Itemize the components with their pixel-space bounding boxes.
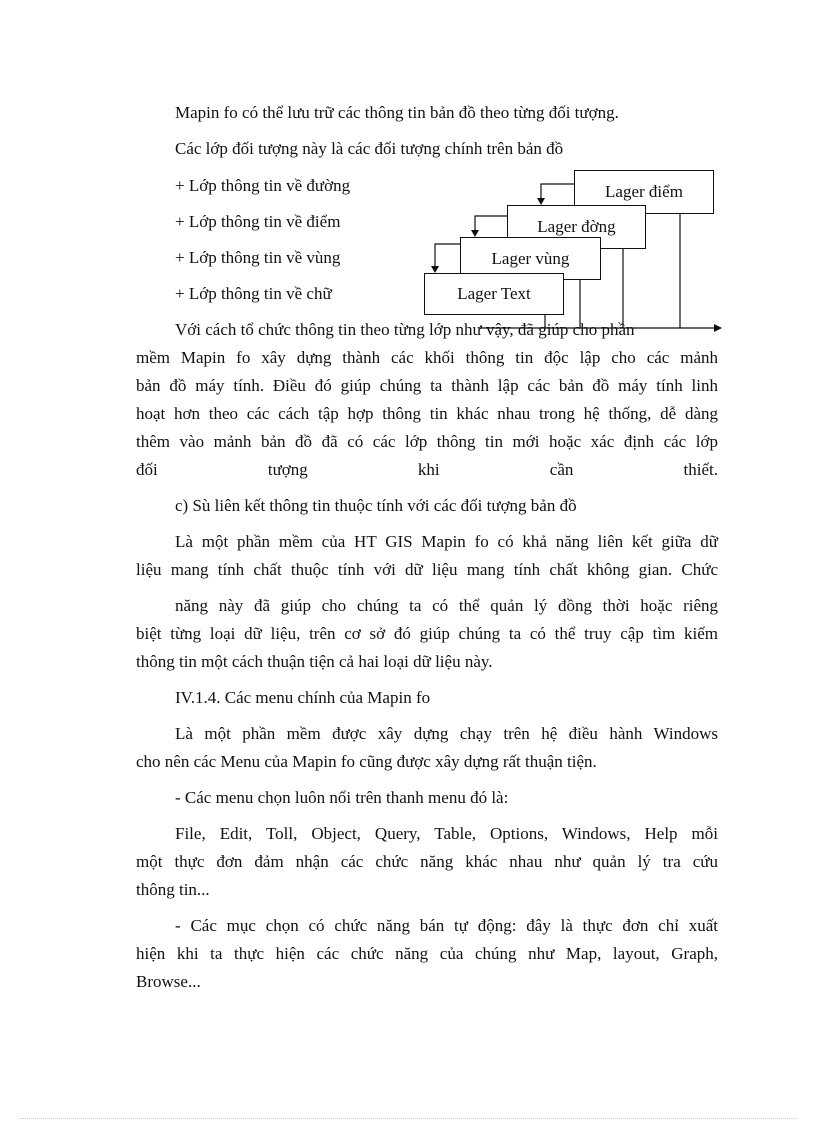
paragraph-intro: Mapin fo có thể lưu trữ các thông tin bản đồ theo từng đối tượng. [175,103,619,122]
list-item-region: + Lớp thông tin về vùng [175,248,341,267]
paragraph-layers: Các lớp đối tượng này là các đối tượng chính trên bản đồ [175,139,564,158]
paragraph-organization-line6: đối tượng khi cần thiết. [136,460,718,479]
list-item-point: + Lớp thông tin về điểm [175,212,341,231]
paragraph-menu-list-line3: thông tin... [136,880,210,899]
layer-box-point: Lager điểm [574,170,714,214]
paragraph-menu-bar: - Các menu chọn luôn nổi trên thanh menu đó là: [175,788,509,807]
paragraph-organization-line5: thêm vào mảnh bản đồ đã có các lớp thông tin mới hoặc xác định các lớp [136,432,718,451]
paragraph-organization-line3: bản đồ máy tính. Điều đó giúp chúng ta thành lập các bản đồ máy tính linh [136,376,718,395]
paragraph-semi-auto-line3: Browse... [136,972,201,991]
layer-box-region: Lager vùng [460,237,601,280]
layer-diagram [0,0,816,340]
paragraph-menu-list-line2: một thực đơn đảm nhận các chức năng khác nhau như quản lý tra cứu [136,852,718,871]
paragraph-function-line3: thông tin một cách thuận tiện cả hai loại dữ liệu này. [136,652,493,671]
paragraph-menus-line1: Là một phần mềm được xây dựng chạy trên hệ điều hành Windows [175,724,718,743]
paragraph-function-line1: năng này đã giúp cho chúng ta có thể quản lý đồng thời hoặc riêng [175,596,718,615]
paragraph-organization-line1: Với cách tổ chức thông tin theo từng lớp như vậy, đã giúp cho phần [175,320,635,339]
heading-section-c: c) Sù liên kết thông tin thuộc tính với các đối tượng bản đồ [175,496,577,515]
heading-section-iv: IV.1.4. Các menu chính của Mapin fo [175,688,431,707]
paragraph-semi-auto-line2: hiện khi ta thực hiện các chức năng của chúng như Map, layout, Graph, [136,944,718,963]
paragraph-linking-line2: liệu mang tính chất thuộc tính với dữ liệu mang tính chất không gian. Chức [136,560,718,579]
layer-box-text: Lager Text [424,273,564,315]
layer-box-road: Lager đờng [507,205,646,249]
list-item-text: + Lớp thông tin về chữ [175,284,332,303]
paragraph-organization-line4: hoạt hơn theo các cách tập hợp thông tin khác nhau trong hệ thống, dễ dàng [136,404,718,423]
footer-dotted-rule [20,1118,796,1120]
paragraph-organization-line2: mềm Mapin fo xây dựng thành các khối thông tin độc lập cho các mảnh [136,348,718,367]
paragraph-semi-auto-line1: - Các mục chọn có chức năng bán tự động: đây là thực đơn chỉ xuất [175,916,718,935]
paragraph-function-line2: biệt từng loại dữ liệu, trên cơ sở đó giúp chúng ta có thể truy cập tìm kiếm [136,624,718,643]
paragraph-menu-list-line1: File, Edit, Toll, Object, Query, Table, Options, Windows, Help mỗi [175,824,718,843]
paragraph-menus-line2: cho nên các Menu của Mapin fo cũng được xây dựng rất thuận tiện. [136,752,597,771]
list-item-road: + Lớp thông tin về đường [175,176,351,195]
paragraph-linking-line1: Là một phần mềm của HT GIS Mapin fo có khả năng liên kết giữa dữ [175,532,718,551]
